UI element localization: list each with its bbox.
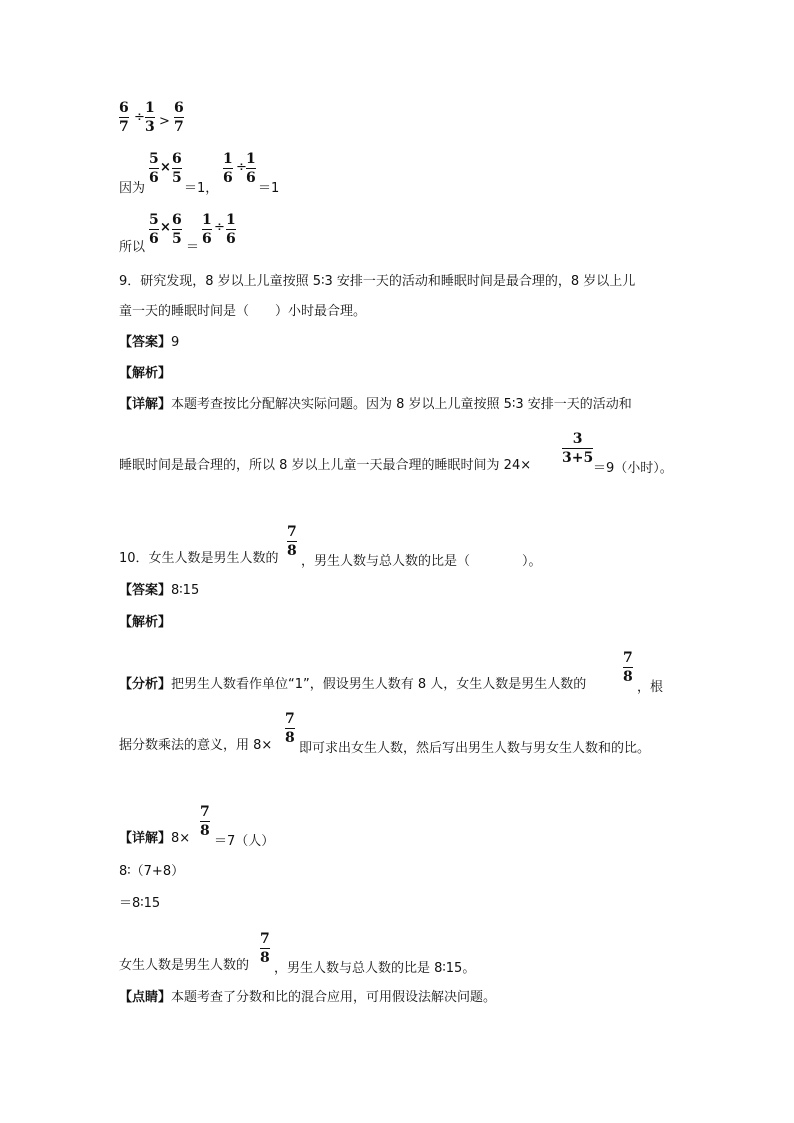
numerator: 7 [285, 711, 295, 727]
answer-value: 8∶15 [171, 583, 200, 598]
times-sign: × [160, 220, 171, 235]
analysis-line1-end: ，根 [637, 680, 664, 695]
divide-sign: ÷ [134, 110, 145, 125]
numerator: 5 [149, 151, 159, 167]
q10-analysis-tag: 【解析】 [119, 615, 172, 630]
denominator: 7 [174, 119, 184, 135]
denominator: 6 [149, 170, 159, 186]
q10-stem-end: ，男生人数与总人数的比是（ ）。 [301, 554, 542, 569]
q10-stem-start: 10．女生人数是男生人数的 [119, 551, 279, 566]
numerator: 6 [172, 151, 182, 167]
denominator: 3 [145, 119, 155, 135]
denominator: 6 [226, 231, 236, 247]
denominator: 8 [285, 730, 295, 746]
q10-key-point [119, 989, 496, 1007]
times-sign: × [160, 160, 171, 175]
divide-sign: ÷ [236, 160, 247, 175]
fraction-7-8 [200, 804, 210, 839]
fraction-7-8 [287, 524, 297, 559]
q9-detail-line2-start: 睡眠时间是最合理的，所以 8 岁以上儿童一天最合理的睡眠时间为 24× [119, 458, 532, 473]
denominator: 8 [623, 669, 633, 685]
denominator: 6 [202, 231, 212, 247]
numerator: 7 [287, 524, 297, 540]
denominator: 6 [246, 170, 256, 186]
numerator: 1 [246, 151, 256, 167]
fraction-6-5 [172, 151, 182, 186]
divide-sign: ÷ [214, 220, 225, 235]
numerator: 7 [200, 804, 210, 820]
point-text: 本题考查了分数和比的混合应用，可用假设法解决问题。 [171, 990, 497, 1005]
detail-text: 本题考查按比分配解决实际问题。因为 8 岁以上儿童按照 5∶3 安排一天的活动和 [171, 397, 632, 412]
q10-analysis-line2-start: 据分数乘法的意义，用 8× [119, 738, 273, 753]
equals-one: ＝1， [184, 181, 219, 196]
denominator: 8 [200, 823, 210, 839]
because-label: 因为 [119, 181, 146, 196]
q10-conclusion-start: 女生人数是男生人数的 [119, 958, 250, 973]
denominator: 5 [172, 170, 182, 186]
denominator: 6 [149, 231, 159, 247]
denominator: 7 [119, 119, 129, 135]
answer-value: 9 [171, 335, 180, 350]
q9-answer [119, 334, 179, 352]
q9-stem-line1: 9．研究发现，8 岁以上儿童按照 5∶3 安排一天的活动和睡眠时间是最合理的，8 岁以上儿 [119, 274, 636, 289]
numerator: 1 [145, 100, 155, 116]
answer-tag: 【答案】 [119, 335, 172, 350]
q9-detail-line1 [119, 396, 632, 414]
numerator: 5 [149, 212, 159, 228]
fraction-6-7-right [174, 100, 184, 135]
detail-result: ＝7（人） [214, 834, 275, 849]
detail-tag: 【详解】 [119, 831, 172, 846]
analysis-text: 把男生人数看作单位“1”，假设男生人数有 8 人，女生人数是男生人数的 [171, 677, 587, 692]
q10-detail-line3: ＝8∶15 [119, 896, 161, 911]
q10-analysis-line2-end: 即可求出女生人数，然后写出男生人数与男女生人数和的比。 [299, 741, 651, 756]
fraction-1-3 [145, 100, 155, 135]
q10-detail-line1 [119, 830, 190, 848]
equals-sign: ＝ [186, 240, 200, 255]
fraction-6-7 [119, 100, 129, 135]
denominator: 5 [172, 231, 182, 247]
fraction-7-8 [285, 711, 295, 746]
equals-one-second: ＝1 [258, 181, 280, 196]
numerator: 1 [226, 212, 236, 228]
numerator: 6 [119, 100, 129, 116]
denominator: 3+5 [562, 450, 594, 466]
fraction-1-6-second [246, 151, 256, 186]
numerator: 1 [202, 212, 212, 228]
fraction-1-6 [202, 212, 212, 247]
numerator: 7 [623, 650, 633, 666]
numerator: 1 [223, 151, 233, 167]
numerator: 6 [172, 212, 182, 228]
fraction-7-8 [623, 650, 633, 685]
q9-detail-line2-end: ＝9（小时）。 [593, 461, 673, 476]
point-tag: 【点睛】 [119, 990, 172, 1005]
greater-than-sign: > [159, 114, 170, 129]
q10-analysis-line1 [119, 676, 586, 694]
q10-conclusion-end: ，男生人数与总人数的比是 8∶15。 [274, 961, 476, 976]
q9-stem-line2: 童一天的睡眠时间是（ ）小时最合理。 [119, 304, 367, 319]
detail-tag: 【详解】 [119, 397, 172, 412]
fraction-1-6-second [226, 212, 236, 247]
answer-tag: 【答案】 [119, 583, 172, 598]
fraction-7-8 [260, 931, 270, 966]
denominator: 6 [223, 170, 233, 186]
fraction-5-6 [149, 151, 159, 186]
fraction-6-5 [172, 212, 182, 247]
numerator: 3 [572, 431, 583, 447]
q10-answer [119, 582, 199, 600]
denominator: 8 [287, 543, 297, 559]
denominator: 8 [260, 950, 270, 966]
numerator: 6 [174, 100, 184, 116]
q10-detail-line2: 8∶（7+8） [119, 864, 185, 879]
q9-analysis-tag: 【解析】 [119, 366, 172, 381]
fraction-3-over-3plus5 [562, 431, 593, 466]
numerator: 7 [260, 931, 270, 947]
fraction-5-6 [149, 212, 159, 247]
fraction-1-6 [223, 151, 233, 186]
analysis-subtag: 【分析】 [119, 677, 172, 692]
therefore-label: 所以 [119, 240, 146, 255]
detail-expr: 8× [171, 831, 191, 846]
